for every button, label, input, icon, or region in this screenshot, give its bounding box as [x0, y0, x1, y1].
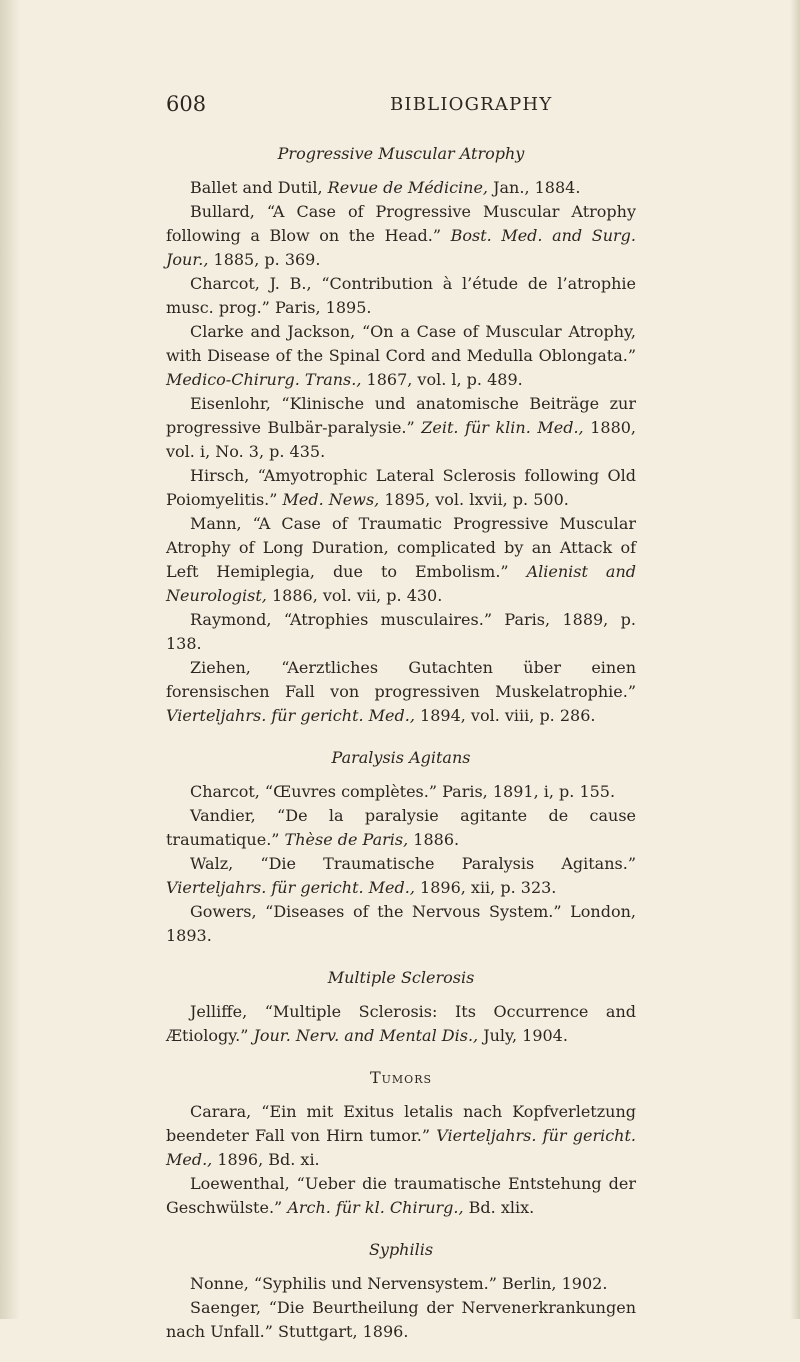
section-title: Paralysis Agitans: [331, 748, 471, 767]
entry-details: 1867, vol. l, p. 489.: [361, 370, 523, 389]
entry-text: Nonne, “Syphilis und Nervensystem.” Berlin, 1902.: [190, 1274, 608, 1293]
entry-details: 1885, p. 369.: [208, 250, 321, 269]
entry-text: Vandier, “De la paralysie agitante de cause traumatique.”: [166, 806, 636, 849]
entry-publication: Zeit. für klin. Med.,: [421, 418, 584, 437]
bibliography-entry: [166, 900, 636, 948]
page-header: [0, 92, 800, 122]
entry-details: 1886, vol. vii, p. 430.: [266, 586, 443, 605]
section-title: Progressive Muscular Atrophy: [277, 144, 525, 163]
bibliography-entry: [166, 780, 636, 804]
bibliography-section: [166, 1066, 636, 1220]
bibliography-entry: [166, 512, 636, 608]
page-edge-left: [0, 0, 20, 1319]
entry-text: Loewenthal, “Ueber die traumatische Entstehung der Geschwülste.”: [166, 1174, 636, 1217]
entry-publication: Med. News,: [282, 490, 380, 509]
entry-text: Saenger, “Die Beurtheilung der Nervenerkrankungen nach Unfall.” Stuttgart, 1896.: [166, 1298, 636, 1341]
entry-text: Raymond, “Atrophies musculaires.” Paris, 1889, p. 138.: [166, 610, 636, 653]
entry-publication: Vierteljahrs. für gericht. Med.,: [166, 878, 415, 897]
entry-publication: Vierteljahrs. für gericht. Med.,: [166, 1126, 636, 1169]
bibliography-entry: [166, 464, 636, 512]
entry-text: Hirsch, “Amyotrophic Lateral Sclerosis following Old Poiomyelitis.”: [166, 466, 636, 509]
bibliography-entry: [166, 852, 636, 900]
entry-publication: Arch. für kl. Chirurg.,: [287, 1198, 464, 1217]
entry-details: Bd. xlix.: [463, 1198, 535, 1217]
bibliography-entry: [166, 1000, 636, 1048]
entry-text: Carara, “Ein mit Exitus letalis nach Kopfverletzung beendeter Fall von Hirn tumor.”: [166, 1102, 636, 1145]
entry-text: Ballet and Dutil,: [190, 178, 328, 197]
bibliography-entry: [166, 176, 636, 200]
bibliography-entry: [166, 1296, 636, 1344]
entry-details: Jan., 1884.: [488, 178, 581, 197]
entry-text: Jelliffe, “Multiple Sclerosis: Its Occurrence and Ætiology.”: [166, 1002, 636, 1045]
bibliography-entry: [166, 804, 636, 852]
entry-text: Charcot, “Œuvres complètes.” Paris, 1891, i, p. 155.: [190, 782, 616, 801]
page-edge-right: [790, 0, 800, 1319]
entry-text: Eisenlohr, “Klinische und anatomische Beiträge zur progressive Bulbär-paralysie.”: [166, 394, 636, 437]
entry-publication: Medico-Chirurg. Trans.,: [166, 370, 362, 389]
bibliography-entry: [166, 1172, 636, 1220]
bibliography-entry: [166, 1272, 636, 1296]
bibliography-content: [166, 142, 636, 1362]
entry-text: Bullard, “A Case of Progressive Muscular Atrophy following a Blow on the Head.”: [166, 202, 636, 245]
bibliography-section: [166, 142, 636, 728]
entry-text: Gowers, “Diseases of the Nervous System.” London, 1893.: [166, 902, 636, 945]
bibliography-section: [166, 966, 636, 1048]
bibliography-entry: [166, 320, 636, 392]
entry-details: 1880, vol. i, No. 3, p. 435.: [166, 418, 637, 461]
running-head: BIBLIOGRAPHY: [390, 94, 553, 115]
entry-details: 1895, vol. lxvii, p. 500.: [379, 490, 569, 509]
entry-publication: Revue de Médicine,: [327, 178, 489, 197]
bibliography-entry: [166, 272, 636, 320]
entry-text: Mann, “A Case of Traumatic Progressive Muscular Atrophy of Long Duration, complicated by an Attack of Left Hemiplegia, due to Embolism.”: [166, 514, 636, 581]
entry-details: 1896, xii, p. 323.: [414, 878, 557, 897]
page-number: 608: [166, 92, 207, 116]
entry-text: Clarke and Jackson, “On a Case of Muscular Atrophy, with Disease of the Spinal Cord and Medulla Oblongata.”: [166, 322, 636, 365]
bibliography-entry: [166, 656, 636, 728]
bibliography-section: [166, 746, 636, 948]
bibliography-section: [166, 1238, 636, 1344]
section-title: Tumors: [369, 1068, 433, 1087]
entry-publication: Jour. Nerv. and Mental Dis.,: [253, 1026, 479, 1045]
bibliography-entry: [166, 1100, 636, 1172]
entry-publication: Thèse de Paris,: [284, 830, 409, 849]
entry-text: Ziehen, “Aerztliches Gutachten über einen forensischen Fall von progressiven Muskelatrophie.”: [166, 658, 636, 701]
entry-publication: Alienist and Neurologist,: [166, 562, 636, 605]
entry-details: 1896, Bd. xi.: [212, 1150, 320, 1169]
entry-details: 1894, vol. viii, p. 286.: [414, 706, 596, 725]
section-title: Multiple Sclerosis: [327, 968, 475, 987]
entry-text: Charcot, J. B., “Contribution à l’étude de l’atrophie musc. prog.” Paris, 1895.: [166, 274, 636, 317]
entry-publication: Vierteljahrs. für gericht. Med.,: [166, 706, 415, 725]
entry-details: 1886.: [408, 830, 460, 849]
entry-publication: Bost. Med. and Surg. Jour.,: [166, 226, 636, 269]
section-title: Syphilis: [368, 1240, 434, 1259]
bibliography-entry: [166, 392, 636, 464]
bibliography-entry: [166, 608, 636, 656]
bibliography-entry: [166, 200, 636, 272]
entry-text: Walz, “Die Traumatische Paralysis Agitans.”: [190, 854, 636, 873]
entry-details: July, 1904.: [478, 1026, 568, 1045]
